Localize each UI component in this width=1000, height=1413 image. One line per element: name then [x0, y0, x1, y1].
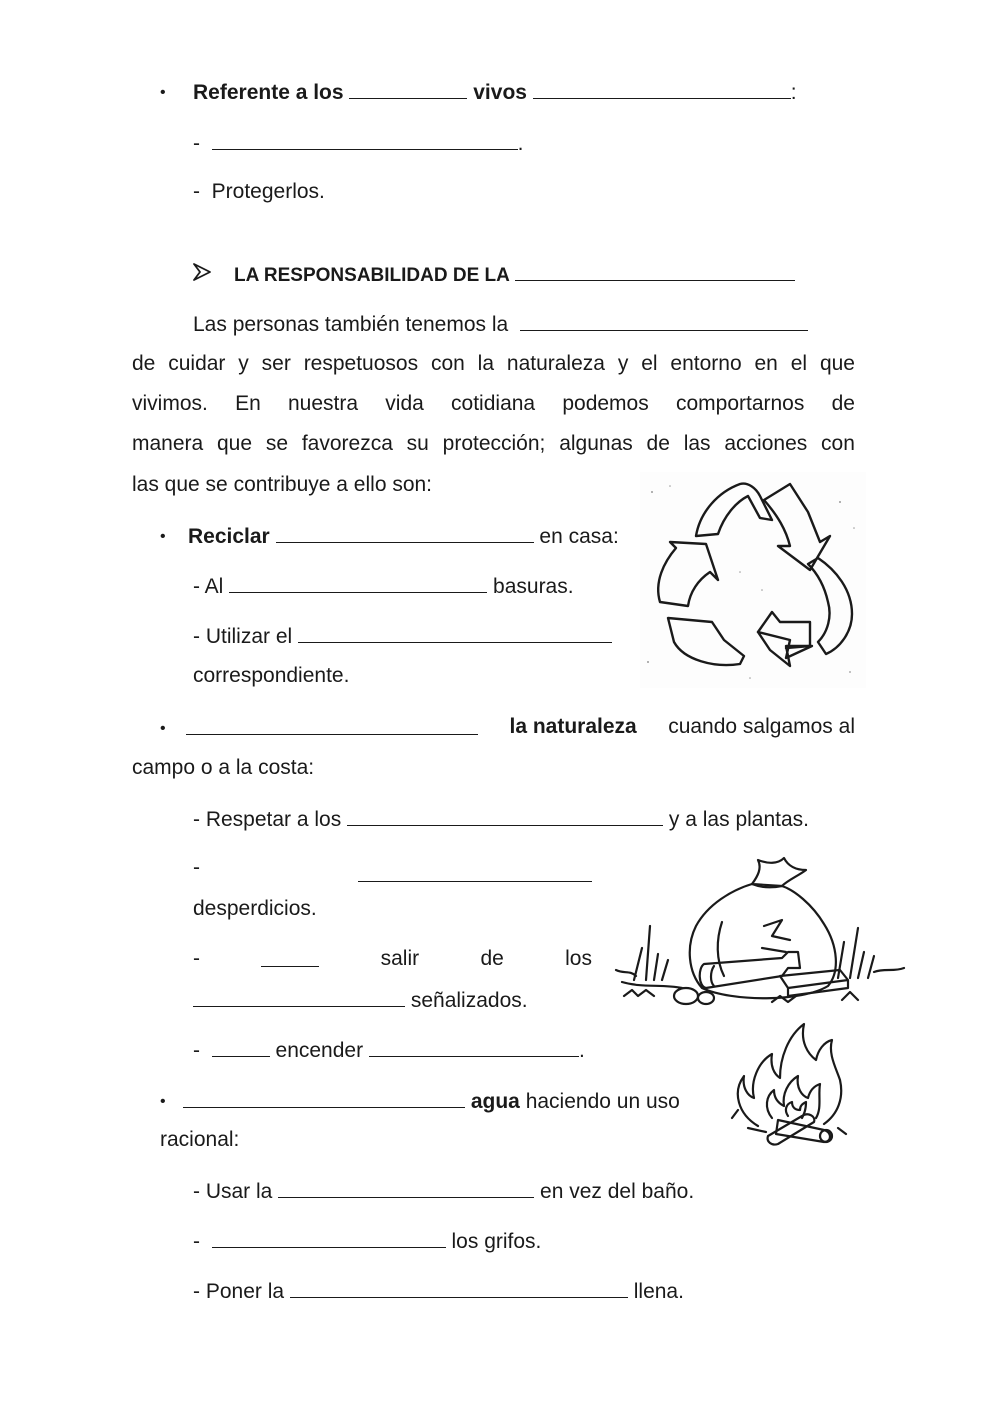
naturaleza-line-2: campo o a la costa:: [132, 756, 315, 779]
paragraph-line-2: [132, 351, 855, 377]
word: naturaleza: [506, 352, 605, 375]
blank-naturaleza-item-1[interactable]: [347, 805, 663, 826]
naturaleza-label: la naturaleza: [509, 715, 637, 738]
word: entorno: [670, 352, 742, 375]
seres-dash-2: -: [193, 180, 200, 203]
agua-item-1: [193, 1177, 694, 1205]
blank-agua-item-3[interactable]: [290, 1277, 628, 1298]
blank-reciclar-item-1[interactable]: [229, 572, 487, 593]
naturaleza-line: [186, 714, 855, 740]
naturaleza-item-4-start: -: [193, 1039, 200, 1062]
word: ser: [261, 352, 291, 375]
agua-item-2: [193, 1227, 541, 1255]
word: que: [819, 352, 855, 375]
word: su: [406, 432, 429, 455]
bullet-3: •: [160, 720, 166, 737]
word: el: [790, 352, 808, 375]
agua-item-2-end: los grifos.: [451, 1230, 542, 1253]
blank-naturaleza-item-3a[interactable]: [261, 946, 319, 967]
seres-colon: :: [790, 81, 797, 104]
word: manera: [132, 432, 204, 455]
naturaleza-item-3-cont: [193, 986, 528, 1014]
blank-naturaleza-item-4a[interactable]: [212, 1036, 270, 1057]
reciclar-item-1-start: - Al: [193, 575, 224, 598]
reciclar-item-1-end: basuras.: [493, 575, 574, 598]
blank-naturaleza-item-2[interactable]: [358, 861, 592, 882]
blank-agua[interactable]: [183, 1087, 465, 1108]
word: podemos: [562, 392, 649, 415]
word: favorezca: [301, 432, 393, 455]
naturaleza-end: cuando salgamos al: [668, 715, 855, 738]
naturaleza-item-2-dash: -: [193, 856, 200, 879]
naturaleza-item-3-dash: -: [193, 947, 200, 970]
reciclar-item-1: [193, 572, 574, 600]
word: y: [238, 352, 249, 375]
word: cotidiana: [451, 392, 536, 415]
word: de: [646, 432, 670, 455]
word: algunas: [559, 432, 633, 455]
bullet-1: •: [160, 84, 166, 101]
word: los: [565, 947, 592, 970]
naturaleza-item-4-mid: encender: [275, 1039, 364, 1062]
arrowhead-bullet-icon: [193, 263, 211, 281]
word: en: [754, 352, 778, 375]
naturaleza-item-3: [193, 946, 592, 972]
blank-seres-3[interactable]: [212, 129, 518, 150]
agua-line: [183, 1087, 680, 1115]
seres-part2: vivos: [473, 81, 527, 104]
reciclar-item-2-cont: correspondiente.: [193, 664, 350, 687]
agua-label: agua: [470, 1090, 520, 1113]
word: acciones: [724, 432, 808, 455]
blank-heading[interactable]: [515, 260, 795, 281]
word: y: [617, 352, 629, 375]
word: de: [480, 947, 504, 970]
seres-item-1: [193, 129, 524, 157]
blank-reciclar[interactable]: [276, 522, 534, 543]
seres-item-2: [193, 179, 325, 205]
word: de: [132, 352, 156, 375]
recycle-icon: [640, 472, 866, 688]
bullet-4: •: [160, 1093, 166, 1110]
word: respetuosos: [303, 352, 419, 375]
word: salir: [380, 947, 420, 970]
paragraph-line-3: [132, 391, 855, 417]
word: con: [430, 352, 465, 375]
blank-naturaleza-item-3b[interactable]: [193, 986, 405, 1007]
word: con: [821, 432, 855, 455]
naturaleza-item-1-end: y a las plantas.: [668, 808, 810, 831]
word: En: [235, 392, 261, 415]
naturaleza-item-2-cont: desperdicios.: [193, 897, 317, 920]
blank-agua-item-2[interactable]: [212, 1227, 446, 1248]
blank-paragraph[interactable]: [520, 310, 808, 331]
word: la: [477, 352, 495, 375]
word: las: [683, 432, 711, 455]
word: de: [831, 392, 855, 415]
naturaleza-item-4-end: .: [578, 1039, 585, 1062]
blank-seres-1[interactable]: [349, 78, 467, 99]
blank-naturaleza[interactable]: [186, 714, 478, 735]
reciclar-end: en casa:: [539, 525, 619, 548]
blank-reciclar-item-2[interactable]: [298, 622, 612, 643]
word: comportarnos: [675, 392, 805, 415]
seres-item-2-text: Protegerlos.: [211, 180, 325, 203]
agua-line-2: racional:: [160, 1128, 240, 1151]
agua-item-3-start: - Poner la: [193, 1280, 285, 1303]
blank-naturaleza-item-4b[interactable]: [369, 1036, 579, 1057]
section-heading: [234, 260, 795, 289]
seres-period-1: .: [517, 132, 524, 155]
agua-item-2-start: -: [193, 1230, 200, 1253]
reciclar-item-2-start: - Utilizar el: [193, 625, 293, 648]
seres-dash-1: -: [193, 132, 200, 155]
agua-item-1-start: - Usar la: [193, 1180, 273, 1203]
seres-part1: Referente a los: [193, 81, 344, 104]
litter-icon: [612, 856, 908, 1012]
word: vida: [385, 392, 424, 415]
bullet-2: •: [160, 528, 166, 545]
section-heading-text: LA RESPONSABILIDAD DE LA: [234, 265, 510, 286]
paragraph-line-1: [193, 310, 808, 338]
agua-item-1-end: en vez del baño.: [540, 1180, 695, 1203]
blank-seres-2[interactable]: [533, 78, 791, 99]
blank-agua-item-1[interactable]: [278, 1177, 534, 1198]
word: protección;: [442, 432, 546, 455]
word: cuidar: [168, 352, 226, 375]
naturaleza-item-1-start: - Respetar a los: [193, 808, 342, 831]
word: nuestra: [288, 392, 359, 415]
naturaleza-item-4: [193, 1036, 585, 1064]
naturaleza-item-3-cont-text: señalizados.: [410, 989, 528, 1012]
agua-end: haciendo un uso: [525, 1090, 680, 1113]
agua-item-3-end: llena.: [633, 1280, 684, 1303]
reciclar-label: Reciclar: [188, 525, 270, 548]
word: vivimos.: [132, 392, 208, 415]
naturaleza-item-1: [193, 805, 809, 833]
word: el: [641, 352, 658, 375]
paragraph-line-1-text: Las personas también tenemos la: [193, 313, 509, 336]
word: que: [217, 432, 253, 455]
campfire-icon: [728, 1018, 850, 1148]
paragraph-line-5: las que se contribuye a ello son:: [132, 473, 433, 496]
paragraph-line-4: [132, 431, 855, 457]
seres-line: [193, 78, 797, 106]
word: se: [265, 432, 289, 455]
agua-item-3: [193, 1277, 684, 1305]
reciclar-item-2: [193, 622, 612, 650]
reciclar-line: [188, 522, 619, 550]
